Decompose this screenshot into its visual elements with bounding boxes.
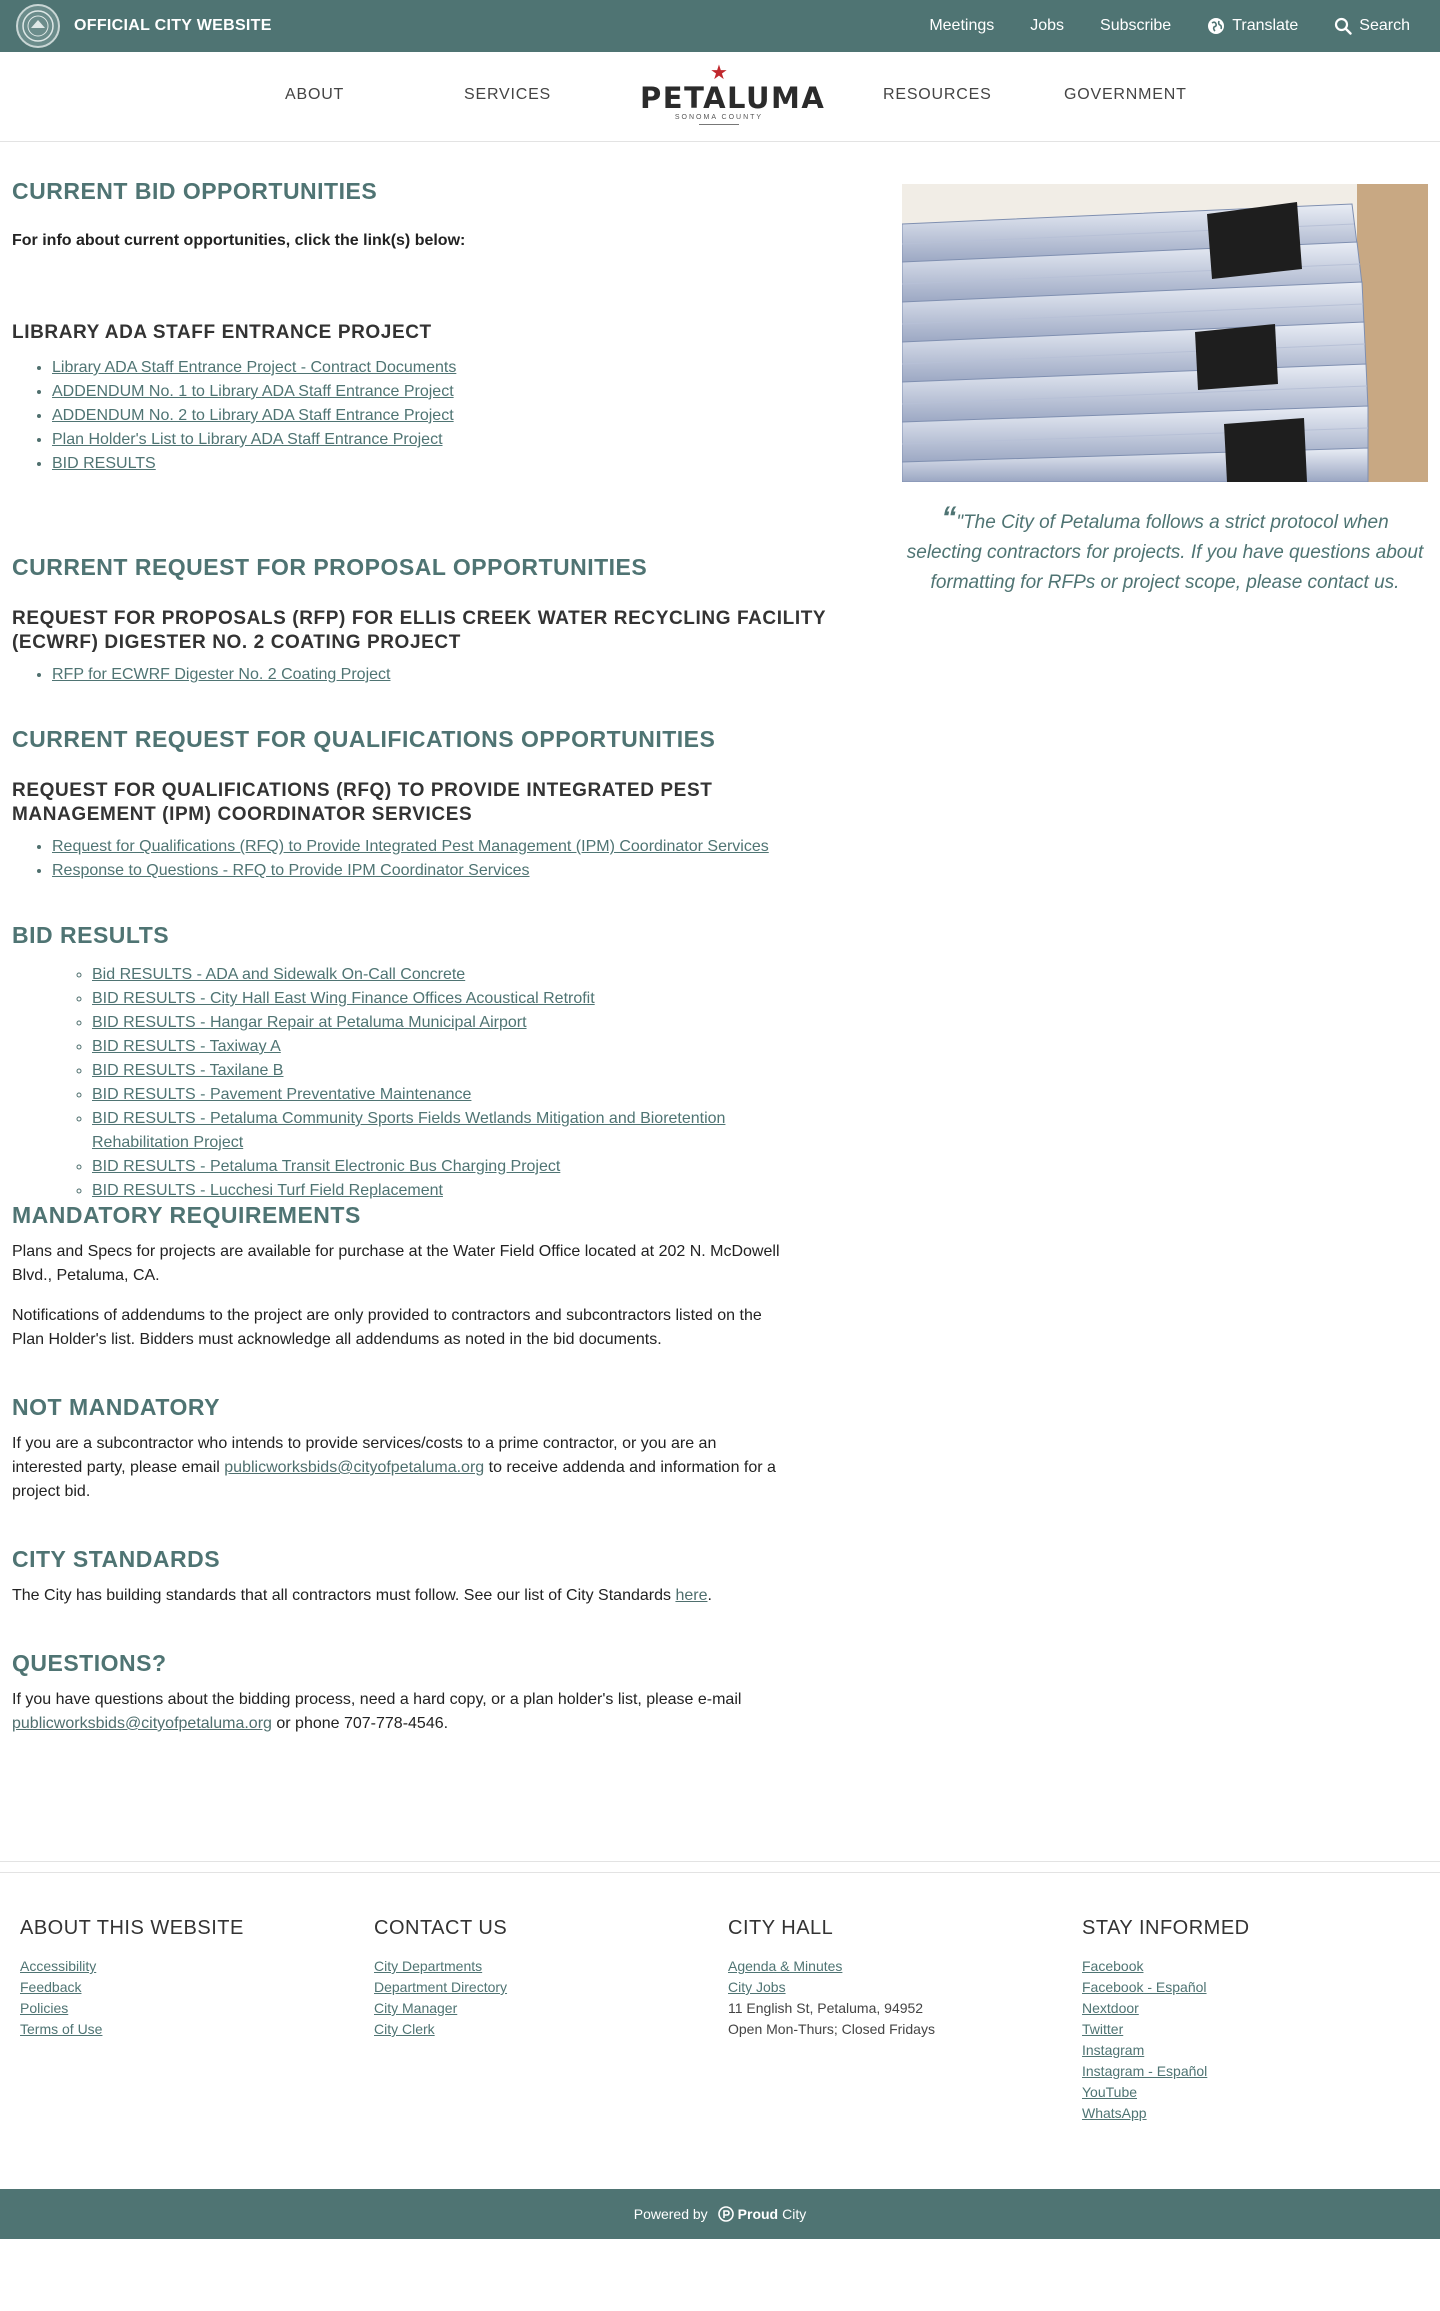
standards-title: CITY STANDARDS <box>12 1546 221 1572</box>
list-item <box>92 1155 725 1179</box>
quote-mark-icon: “ <box>941 501 957 534</box>
list-item <box>52 404 456 428</box>
not-mandatory-line2 <box>12 1456 882 1480</box>
footer-link[interactable]: Instagram - Español <box>1082 2063 1208 2079</box>
footer-link[interactable]: City Jobs <box>728 1979 786 1995</box>
standards-text-post: . <box>707 1587 712 1604</box>
footer-link[interactable]: Facebook <box>1082 1958 1144 1974</box>
list-item <box>92 987 725 1011</box>
page-title: CURRENT BID OPPORTUNITIES <box>12 178 378 204</box>
footer-link[interactable]: Agenda & Minutes <box>728 1958 843 1974</box>
bid-results-title: BID RESULTS <box>12 922 170 948</box>
list-item <box>52 859 769 883</box>
mandatory-p1-line1: Plans and Specs for projects are available for purchase at the Water Field Office located at 202 N. McDowell <box>12 1243 780 1260</box>
rfq-links <box>52 835 769 883</box>
footer-link[interactable]: City Departments <box>374 1958 483 1974</box>
not-mandatory-line3: project bid. <box>12 1483 91 1500</box>
site-label[interactable]: OFFICIAL CITY WEBSITE <box>74 17 272 34</box>
questions-email-link[interactable]: publicworksbids@cityofpetaluma.org <box>12 1715 272 1732</box>
proudcity-icon <box>718 2206 734 2222</box>
rfp-link[interactable]: RFP for ECWRF Digester No. 2 Coating Project <box>52 666 391 683</box>
addendum-1-link[interactable]: ADDENDUM No. 1 to Library ADA Staff Entrance Project <box>52 383 454 400</box>
rfq-response-link[interactable]: Response to Questions - RFQ to Provide IPM Coordinator Services <box>52 862 530 879</box>
logo-underline <box>699 124 739 125</box>
translate-label: Translate <box>1232 17 1299 34</box>
footer-city-hall <box>728 1917 1048 2040</box>
mandatory-p2-line2: Plan Holder's list. Bidders must acknowledge all addendums as noted in the bid documents. <box>12 1331 662 1348</box>
footer-link[interactable]: Facebook - Español <box>1082 1979 1207 1995</box>
paperwork-photo <box>902 184 1428 482</box>
star-icon: ★ <box>710 62 728 84</box>
bid-result-link-cont[interactable]: Rehabilitation Project <box>92 1134 244 1151</box>
footer-link[interactable]: City Clerk <box>374 2021 435 2037</box>
standards-here-link[interactable]: here <box>675 1587 708 1604</box>
footer-link[interactable]: Terms of Use <box>20 2021 103 2037</box>
footer <box>0 1873 1440 2189</box>
footer-contact-heading: CONTACT US <box>374 1917 508 1939</box>
email-link[interactable]: publicworksbids@cityofpetaluma.org <box>224 1459 485 1476</box>
questions-line1: If you have questions about the bidding process, need a hard copy, or a plan holder's list, please e-mail <box>12 1691 742 1708</box>
powered-by-bar <box>0 2189 1440 2239</box>
bid-result-link[interactable]: Bid RESULTS - ADA and Sidewalk On-Call Concrete <box>92 966 466 983</box>
list-item <box>52 380 456 404</box>
list-item <box>92 1035 725 1059</box>
meetings-link[interactable]: Meetings <box>929 17 995 34</box>
bid-result-link[interactable]: BID RESULTS - Hangar Repair at Petaluma Municipal Airport <box>92 1014 527 1031</box>
questions-line2 <box>12 1712 882 1736</box>
logo-subtitle: SONOMA COUNTY <box>674 114 764 121</box>
list-item <box>52 356 456 380</box>
sidebar-quote <box>902 501 1428 598</box>
utility-bar <box>0 0 1440 52</box>
footer-divider <box>0 1861 1440 1873</box>
rfq-heading-line1: REQUEST FOR QUALIFICATIONS (RFQ) TO PROVIDE INTEGRATED PEST <box>12 780 713 801</box>
addendum-2-link[interactable]: ADDENDUM No. 2 to Library ADA Staff Entrance Project <box>52 407 454 424</box>
rfp-title: CURRENT REQUEST FOR PROPOSAL OPPORTUNITIES <box>12 554 648 580</box>
city-hall-hours: Open Mon-Thurs; Closed Fridays <box>728 2021 935 2037</box>
list-item <box>52 835 769 859</box>
footer-link[interactable]: WhatsApp <box>1082 2105 1147 2121</box>
page-content <box>0 142 1440 1907</box>
bid-result-link[interactable]: BID RESULTS - Lucchesi Turf Field Replacement <box>92 1182 443 1199</box>
footer-link[interactable]: City Manager <box>374 2000 458 2016</box>
mandatory-p2-line1: Notifications of addendums to the project are only provided to contractors and subcontractors listed on the <box>12 1307 762 1324</box>
footer-link[interactable]: Instagram <box>1082 2042 1145 2058</box>
plan-holders-link[interactable]: Plan Holder's List to Library ADA Staff Entrance Project <box>52 431 443 448</box>
bid-results-links <box>92 963 725 1203</box>
rfp-heading-line2: (ECWRF) DIGESTER NO. 2 COATING PROJECT <box>12 632 461 653</box>
nav-services[interactable]: SERVICES <box>464 86 552 103</box>
proudcity-suffix: City <box>782 2206 807 2222</box>
footer-link[interactable]: Department Directory <box>374 1979 508 1995</box>
bid-result-link[interactable]: BID RESULTS - Petaluma Transit Electronic Bus Charging Project <box>92 1158 561 1175</box>
intro-text: For info about current opportunities, click the link(s) below: <box>12 232 466 249</box>
mandatory-title: MANDATORY REQUIREMENTS <box>12 1202 361 1228</box>
sidebar <box>902 184 1428 598</box>
nav-resources[interactable]: RESOURCES <box>883 86 992 103</box>
bid-result-link[interactable]: BID RESULTS - Petaluma Community Sports Fields Wetlands Mitigation and Bioretention <box>92 1110 726 1127</box>
not-mandatory-title: NOT MANDATORY <box>12 1394 220 1420</box>
bid-result-link[interactable]: BID RESULTS - Pavement Preventative Maintenance <box>92 1086 472 1103</box>
standards-text <box>12 1584 882 1608</box>
list-item <box>92 1083 725 1107</box>
footer-link[interactable]: Nextdoor <box>1082 2000 1139 2016</box>
library-contract-link[interactable]: Library ADA Staff Entrance Project - Contract Documents <box>52 359 457 376</box>
rfq-title: CURRENT REQUEST FOR QUALIFICATIONS OPPORTUNITIES <box>12 726 716 752</box>
footer-contact <box>374 1917 694 2040</box>
rfq-link[interactable]: Request for Qualifications (RFQ) to Provide Integrated Pest Management (IPM) Coordinator Services <box>52 838 769 855</box>
footer-about-heading: ABOUT THIS WEBSITE <box>20 1917 244 1939</box>
subscribe-link[interactable]: Subscribe <box>1100 17 1172 34</box>
footer-stay-informed <box>1082 1917 1402 2124</box>
footer-link[interactable]: YouTube <box>1082 2084 1138 2100</box>
list-item <box>92 963 725 987</box>
search-label: Search <box>1359 17 1410 34</box>
list-item <box>52 428 456 452</box>
not-mandatory-text: to receive addenda and information for a <box>484 1459 776 1476</box>
globe-icon <box>1207 17 1225 35</box>
powered-by-label: Powered by <box>633 2206 708 2222</box>
nav-government[interactable]: GOVERNMENT <box>1064 86 1187 103</box>
footer-link[interactable]: Twitter <box>1082 2021 1124 2037</box>
city-hall-address: 11 English St, Petaluma, 94952 <box>728 2000 924 2016</box>
rfq-heading-line2: MANAGEMENT (IPM) COORDINATOR SERVICES <box>12 804 473 825</box>
nav-about[interactable]: ABOUT <box>285 86 345 103</box>
footer-stay-heading: STAY INFORMED <box>1082 1917 1250 1939</box>
list-item <box>92 1107 725 1155</box>
mandatory-p1-line2: Blvd., Petaluma, CA. <box>12 1267 160 1284</box>
footer-city-hall-heading: CITY HALL <box>728 1917 834 1939</box>
bid-result-link[interactable]: BID RESULTS - Taxilane B <box>92 1062 284 1079</box>
logo-wordmark: PETALUMA <box>640 81 826 115</box>
city-seal-icon[interactable] <box>16 4 60 48</box>
list-item <box>52 452 456 476</box>
search-icon <box>1334 17 1352 35</box>
footer-link[interactable]: Feedback <box>20 1979 82 1995</box>
rfp-links <box>52 663 390 687</box>
jobs-link[interactable]: Jobs <box>1030 17 1065 34</box>
not-mandatory-line1: If you are a subcontractor who intends to provide services/costs to a prime contractor, or you are an <box>12 1435 717 1452</box>
library-links <box>52 356 456 476</box>
list-item <box>92 1011 725 1035</box>
list-item <box>92 1179 725 1203</box>
quote-text: "The City of Petaluma follows a strict protocol when selecting contractors for projects. If you have questions about formatting for RFPs or project scope, please contact us. <box>906 512 1424 593</box>
list-item <box>52 663 390 687</box>
library-bid-results-link[interactable]: BID RESULTS <box>52 455 156 472</box>
not-mandatory-text: interested party, please email <box>12 1459 225 1476</box>
questions-title: QUESTIONS? <box>12 1650 167 1676</box>
petaluma-logo[interactable] <box>640 62 826 134</box>
translate-button[interactable] <box>1207 17 1298 35</box>
utility-nav <box>929 17 1424 35</box>
proudcity-prefix: Proud <box>737 2206 779 2222</box>
bid-result-link[interactable]: BID RESULTS - City Hall East Wing Finance Offices Acoustical Retrofit <box>92 990 595 1007</box>
search-button[interactable] <box>1334 17 1410 35</box>
list-item <box>92 1059 725 1083</box>
bid-result-link[interactable]: BID RESULTS - Taxiway A <box>92 1038 281 1055</box>
footer-link[interactable]: Policies <box>20 2000 69 2016</box>
questions-phone-text: or phone 707-778-4546. <box>271 1715 449 1732</box>
footer-about <box>20 1917 340 2040</box>
footer-link[interactable]: Accessibility <box>20 1958 97 1974</box>
library-heading: LIBRARY ADA STAFF ENTRANCE PROJECT <box>12 322 432 343</box>
proudcity-logo[interactable] <box>718 2206 807 2222</box>
rfp-heading-line1: REQUEST FOR PROPOSALS (RFP) FOR ELLIS CREEK WATER RECYCLING FACILITY <box>12 608 827 629</box>
standards-text-pre: The City has building standards that all contractors must follow. See our list of City Standards <box>12 1587 676 1604</box>
main-nav <box>0 52 1440 142</box>
